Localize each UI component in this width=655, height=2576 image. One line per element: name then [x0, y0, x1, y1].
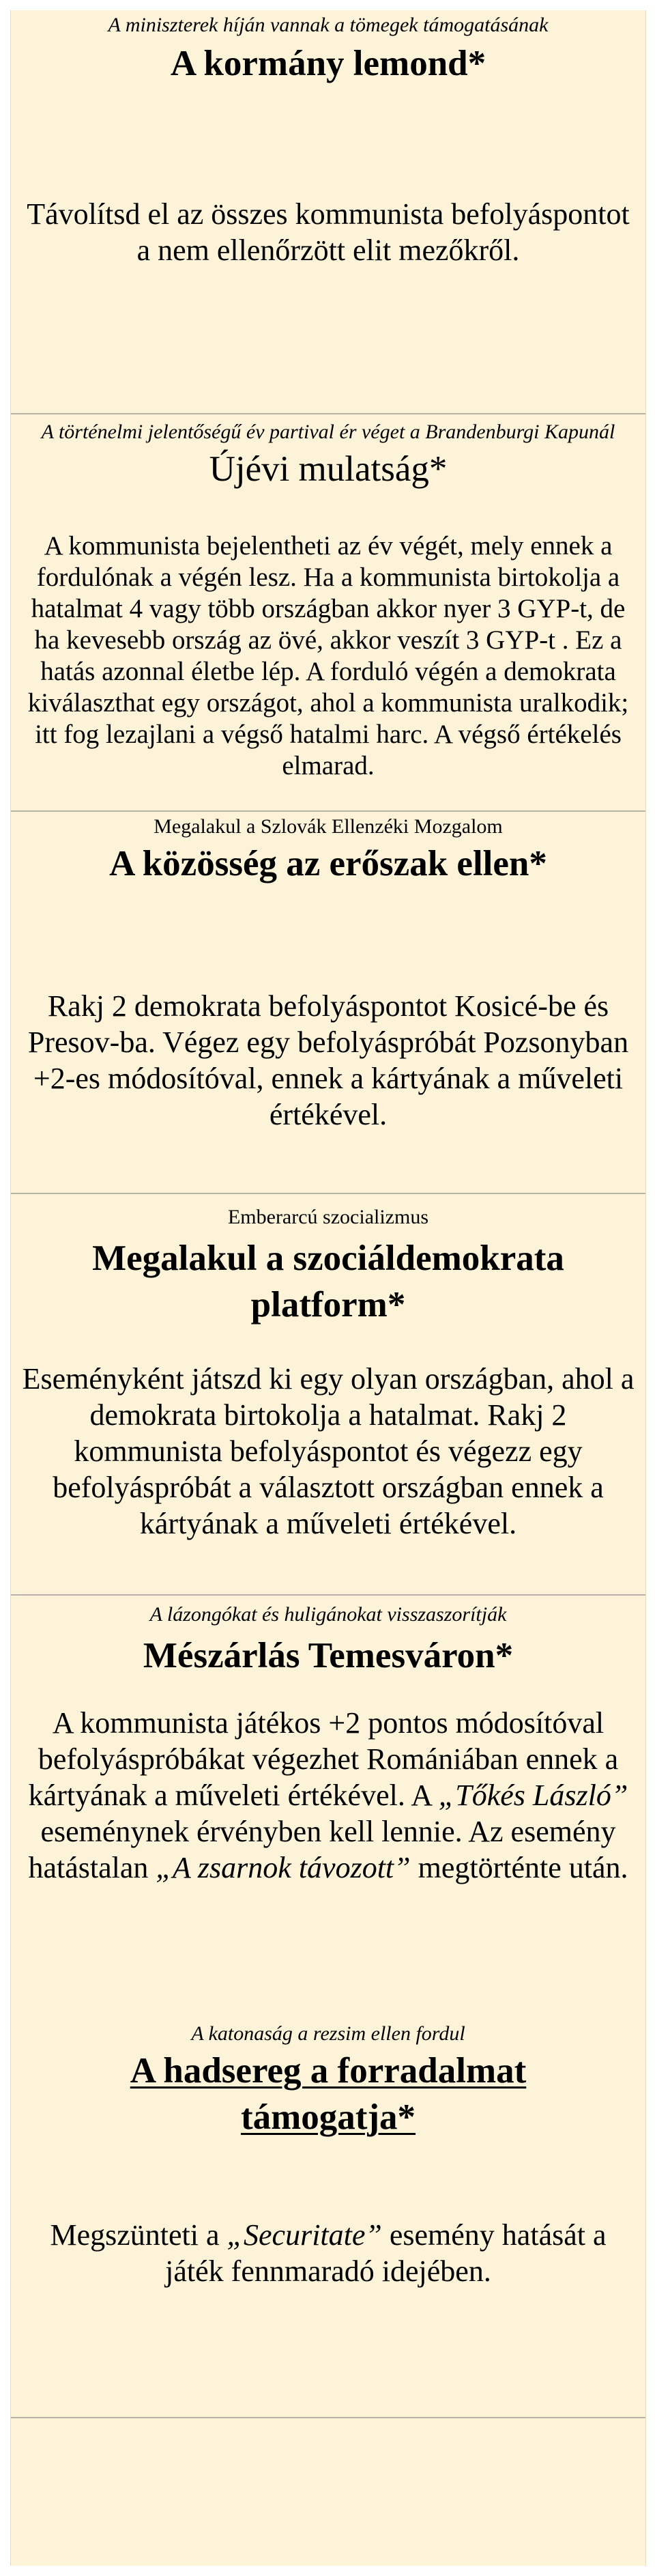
card-title: A közösség az erőszak ellen*	[109, 844, 547, 883]
card-title-line: platform*	[250, 1285, 406, 1325]
card-title: Újévi mulatság*	[209, 449, 448, 489]
card-body-event-ref: „Tőkés László”	[438, 1779, 628, 1812]
card-body-text: A kommunista játékos +2 pontos módosítóval befolyáspróbákat végezhet Romániában ennek a kártyának a műveleti értékével. A	[28, 1706, 619, 1812]
card-subtitle: A történelmi jelentőségű év partival ér véget a Brandenburgi Kapunál	[41, 421, 615, 443]
card-title-line: A hadsereg a forradalmat	[130, 2051, 527, 2091]
card-body: Távolítsd el az összes kommunista befolyáspontot a nem ellenőrzött elit mezőkről.	[27, 197, 630, 267]
card-subtitle: A katonaság a rezsim ellen fordul	[191, 2022, 465, 2045]
card-body	[11, 1705, 645, 1886]
card-hadsereg-forradalom	[11, 2019, 645, 2416]
card-body: Rakj 2 demokrata befolyáspontot Kosicé-be és Presov-ba. Végez egy befolyáspróbát Pozsonyban +2-es módosítóval, ennek a kártyának a műveleti értékével.	[27, 989, 629, 1131]
card-body: A kommunista bejelentheti az év végét, mely ennek a fordulónak a végén lesz. Ha a kommunista birtokolja a hatalmat 4 vagy több országban akkor nyer 3 GYP-t, de ha kevesebb ország az övé, akkor veszít 3 GYP-t . Ez a hatás azonnal életbe lép. A forduló végén a demokrata kiválaszthat egy országot, ahol a kommunista uralkodik; itt fog lezajlani a végső hatalmi harc. A végső értékelés elmarad.	[27, 531, 629, 780]
card-kormany-lemond	[11, 10, 645, 413]
card-kozosseg-az-eroszak-ellen	[11, 812, 645, 1194]
card-body-event-ref: „Securitate”	[227, 2218, 382, 2252]
card-title	[11, 1235, 645, 1328]
card-body-event-ref: „A zsarnok távozott”	[156, 1851, 411, 1884]
card-body-text: Megszünteti a	[50, 2218, 227, 2252]
card-meszarlas-temesvaron	[11, 1596, 645, 2019]
card-subtitle: A miniszterek híján vannak a tömegek támogatásának	[108, 14, 549, 36]
card-title: A kormány lemond*	[170, 44, 486, 83]
card-sheet	[10, 10, 646, 2566]
card-subtitle: Emberarcú szocializmus	[227, 1206, 429, 1228]
card-title	[11, 2048, 645, 2140]
card-title: Mészárlás Temesváron*	[143, 1636, 514, 1675]
card-body-text: megtörténte után.	[410, 1851, 628, 1884]
card-subtitle: A lázongókat és huligánokat visszaszorítják	[149, 1603, 507, 1626]
card-ujevi-mulatsag	[11, 414, 645, 812]
card-szocialdemokrata-platform	[11, 1194, 645, 1596]
card-body-text: esemény hatását a játék fennmaradó idejében.	[165, 2218, 607, 2288]
card-title-line: támogatja*	[240, 2097, 416, 2137]
card-divider	[11, 2417, 645, 2418]
card-title-line: Megalakul a szociáldemokrata	[92, 1239, 564, 1278]
card-subtitle: Megalakul a Szlovák Ellenzéki Mozgalom	[154, 815, 503, 838]
card-body: Eseményként játszd ki egy olyan országban, ahol a demokrata birtokolja a hatalmat. Rakj 2 kommunista befolyáspontot és végezz egy befolyáspróbát a választott országban ennek a kártyának a műveleti értékével.	[22, 1362, 635, 1540]
card-body	[11, 2217, 645, 2289]
card-body-text: eseménynek érvényben kell lennie. Az esemény hatástalan	[28, 1815, 616, 1884]
